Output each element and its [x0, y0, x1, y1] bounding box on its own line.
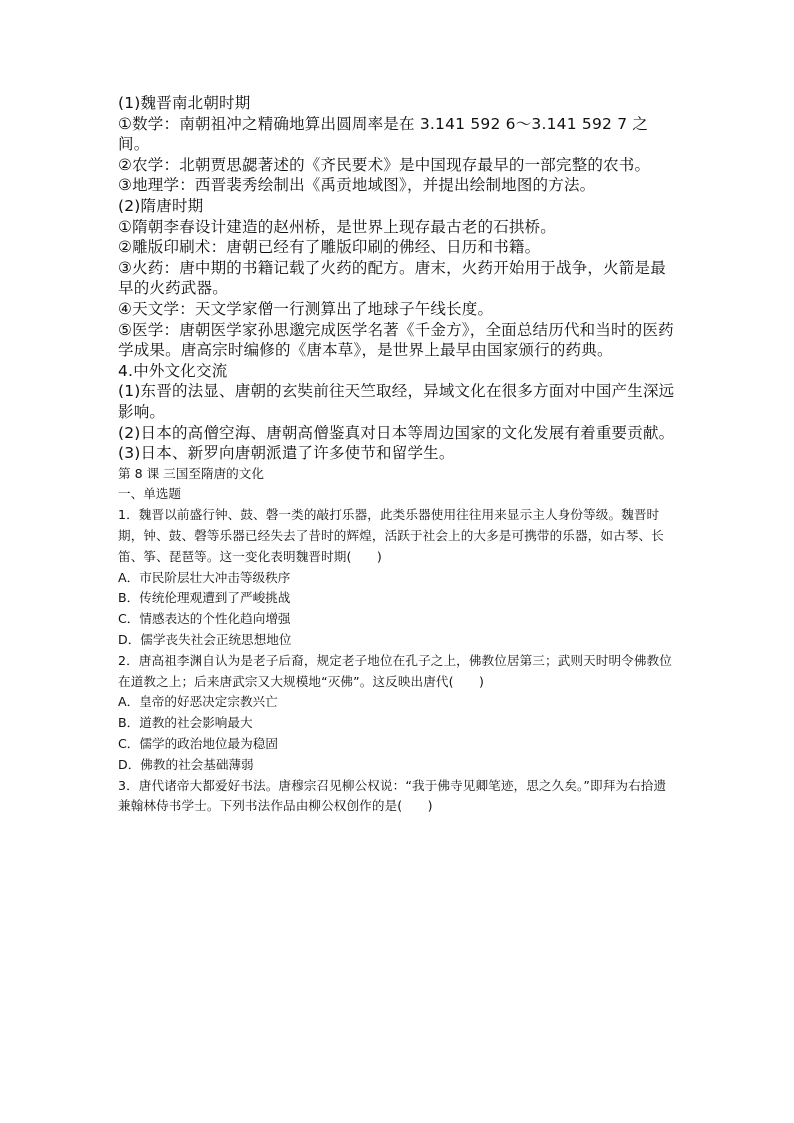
- lesson-title: 第 8 课 三国至隋唐的文化: [118, 465, 264, 481]
- paragraph-math: ①数学：南朝祖冲之精确地算出圆周率是在 3.141 592 6～3.141 592 7 之间。: [118, 114, 649, 154]
- paragraph-exchange-2: (2)日本的高僧空海、唐朝高僧鉴真对日本等周边国家的文化发展有着重要贡献。: [118, 423, 675, 442]
- paragraph-exchange-1: (1)东晋的法显、唐朝的玄奘前往天竺取经，异域文化在很多方面对中国产生深远影响。: [118, 382, 675, 421]
- paragraph-agriculture: ②农学：北朝贾思勰著述的《齐民要术》是中国现存最早的一部完整的农书。: [118, 155, 651, 174]
- document-page: [118, 93, 678, 817]
- question-1-stem: 1．魏晋以前盛行钟、鼓、磬一类的敲打乐器，此类乐器使用往往用来显示主人身份等级。魏晋时期，钟、鼓、磬等乐器已经失去了昔时的辉煌，活跃于社会上的大多是可携带的乐器，如古琴、长笛、筝、琵琶等。这一变化表明魏晋时期( ): [118, 507, 664, 564]
- section-heading-wei-jin: (1)魏晋南北朝时期: [118, 94, 251, 112]
- question-1-option-b[interactable]: B．传统伦理观遭到了严峻挑战: [118, 590, 291, 606]
- paragraph-printing: ②雕版印刷术：唐朝已经有了雕版印刷的佛经、日历和书籍。: [118, 238, 541, 257]
- paragraph-gunpowder: ③火药：唐中期的书籍记载了火药的配方。唐末，火药开始用于战争，火箭是最早的火药武器。: [118, 258, 666, 298]
- question-3-stem: 3．唐代诸帝大都爱好书法。唐穆宗召见柳公权说：“我于佛寺见卿笔迹，思之久矣。”即拜为右拾遗兼翰林侍书学士。下列书法作品由柳公权创作的是( ): [118, 777, 667, 814]
- question-1-option-c[interactable]: C．情感表达的个性化趋向增强: [118, 611, 291, 627]
- section-heading-sui-tang: (2)隋唐时期: [118, 196, 204, 215]
- question-1-option-d[interactable]: D．儒学丧失社会正统思想地位: [118, 632, 292, 648]
- paragraph-exchange-3: (3)日本、新罗向唐朝派遣了许多使节和留学生。: [118, 444, 455, 463]
- question-2-option-d[interactable]: D．佛教的社会基础薄弱: [118, 756, 254, 772]
- question-2-stem: 2．唐高祖李渊自认为是老子后裔，规定老子地位在孔子之上，佛教位居第三；武则天时明令佛教位在道教之上；后来唐武宗又大规模地“灭佛”。这反映出唐代( ): [118, 652, 672, 689]
- question-2-option-b[interactable]: B．道教的社会影响最大: [118, 715, 253, 731]
- paragraph-medicine: ⑤医学：唐朝医学家孙思邈完成医学名著《千金方》，全面总结历代和当时的医药学成果。唐高宗时编修的《唐本草》，是世界上最早由国家颁行的药典。: [118, 320, 674, 360]
- paragraph-geography: ③地理学：西晋裴秀绘制出《禹贡地域图》，并提出绘制地图的方法。: [118, 176, 596, 195]
- question-type: 一、单选题: [118, 486, 181, 502]
- paragraph-astronomy: ④天文学：天文学家僧一行测算出了地球子午线长度。: [118, 299, 494, 318]
- question-2-option-a[interactable]: A．皇帝的好恶决定宗教兴亡: [118, 694, 278, 710]
- section-heading-exchange: 4.中外文化交流: [118, 361, 228, 380]
- question-1-option-a[interactable]: A．市民阶层壮大冲击等级秩序: [118, 569, 291, 585]
- paragraph-bridge: ①隋朝李春设计建造的赵州桥，是世界上现存最古老的石拱桥。: [118, 217, 556, 236]
- question-2-option-c[interactable]: C．儒学的政治地位最为稳固: [118, 736, 278, 752]
